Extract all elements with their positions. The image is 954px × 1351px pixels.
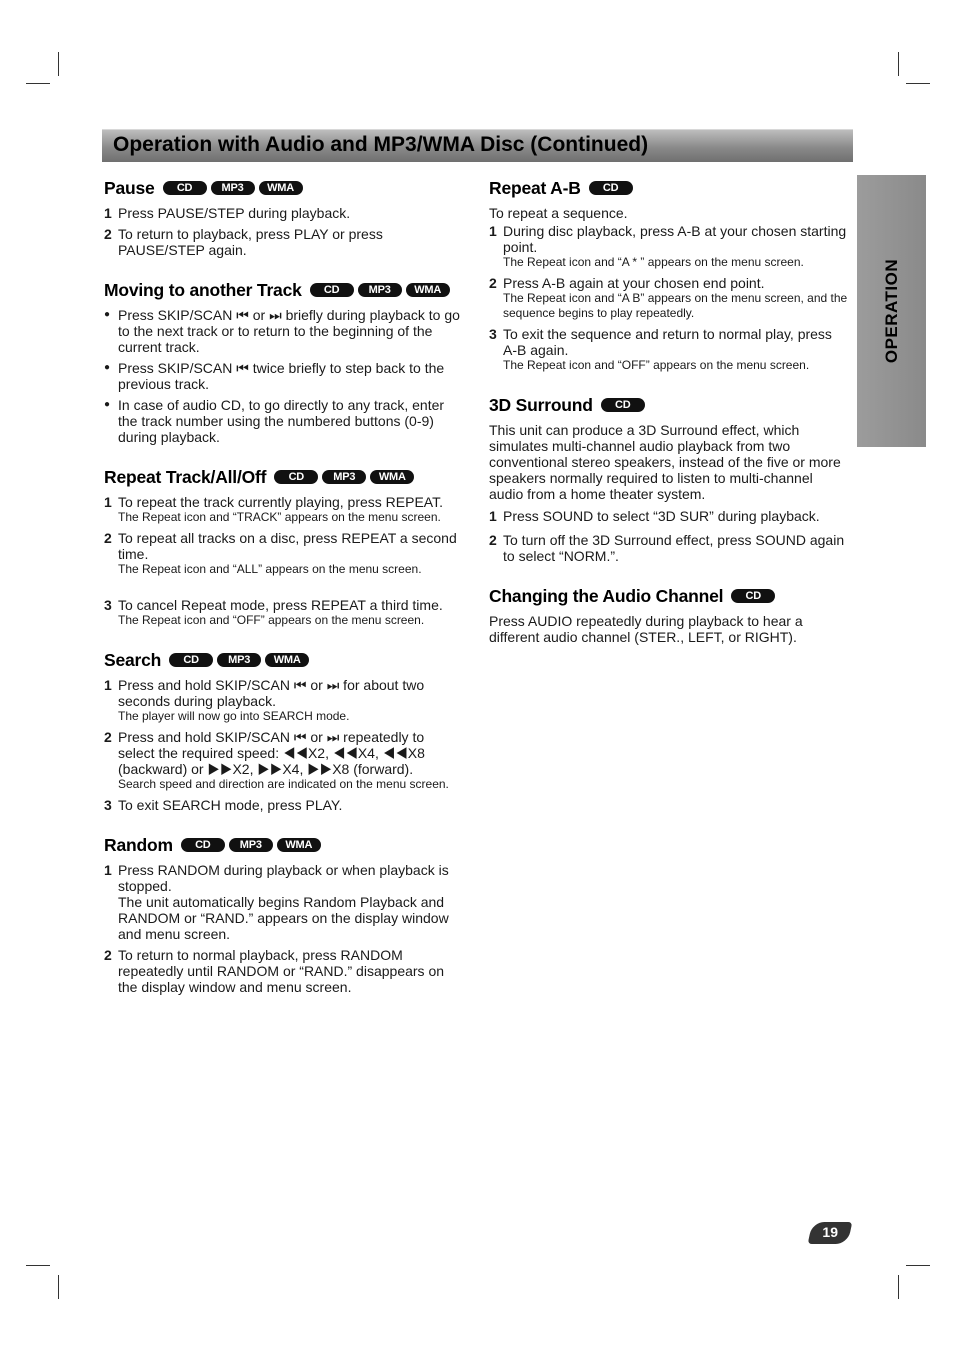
wma-badge: WMA	[277, 838, 321, 852]
moving-track-section	[104, 278, 464, 445]
step-text: To repeat all tracks on a disc, press REPEAT a second time.	[118, 530, 457, 562]
cd-badge: CD	[169, 653, 213, 667]
bullet-icon: ●	[104, 399, 111, 410]
step-text: To exit the sequence and return to normal play, press A-B again.	[503, 326, 832, 358]
heading-text: Random	[104, 834, 173, 855]
crop-mark	[898, 52, 899, 76]
step-note: The player will now go into SEARCH mode.	[118, 709, 350, 723]
step-text: The unit automatically begins Random Playback and RANDOM or “RAND.” appears on the display window and menu screen.	[118, 894, 449, 942]
cd-badge: CD	[601, 398, 645, 412]
random-section	[104, 833, 464, 995]
repeat-ab-section	[489, 176, 849, 373]
crop-mark	[906, 83, 930, 84]
step-note: The Repeat icon and “A B” appears on the menu screen, and the sequence begins to play repeatedly.	[503, 291, 848, 320]
step-number: 1	[104, 494, 112, 510]
cd-badge: CD	[163, 181, 207, 195]
section-heading	[489, 393, 849, 417]
cd-badge: CD	[274, 470, 318, 484]
page-title: Operation with Audio and MP3/WMA Disc (Continued)	[113, 133, 649, 156]
section-heading	[104, 278, 464, 302]
left-column	[104, 176, 464, 1015]
step-note: The Repeat icon and “A * ” appears on the menu screen.	[503, 255, 804, 269]
step	[104, 729, 464, 792]
bullet-item	[104, 307, 464, 355]
heading-text: Repeat A-B	[489, 177, 581, 198]
step-text: Press RANDOM during playback or when playback is stopped.	[118, 862, 449, 894]
bullet-icon: ●	[104, 362, 111, 373]
step-note: The Repeat icon and “ALL” appears on the menu screen.	[118, 562, 422, 576]
right-column	[489, 176, 849, 665]
step-note: The Repeat icon and “OFF” appears on the menu screen.	[118, 613, 425, 627]
intro-text: Press AUDIO repeatedly during playback to hear a different audio channel (STER., LEFT, or RIGHT).	[489, 613, 803, 645]
step-text: Press PAUSE/STEP during playback.	[118, 205, 351, 221]
step	[104, 862, 464, 942]
step	[489, 275, 849, 321]
mp3-badge: MP3	[211, 181, 255, 195]
step-text: To cancel Repeat mode, press REPEAT a third time.	[118, 597, 443, 613]
step-text: To return to normal playback, press RANDOM repeatedly until RANDOM or “RAND.” disappears on the display window and menu screen.	[118, 947, 445, 995]
heading-text: 3D Surround	[489, 394, 593, 415]
page-number: 19	[822, 1224, 838, 1240]
section-tab-label: OPERATION	[881, 258, 901, 364]
bullet-icon: ●	[104, 309, 111, 320]
step-number: 2	[104, 947, 112, 963]
heading-text: Search	[104, 649, 162, 670]
mp3-badge: MP3	[217, 653, 261, 667]
step-number: 3	[104, 797, 112, 813]
intro-text: This unit can produce a 3D Surround effect, which simulates multi-channel audio playback from two conventional stereo speakers, instead of the five or more speakers normally required to listen to multi-channel audio from a home theater system.	[489, 422, 841, 502]
bullet-item	[104, 397, 464, 445]
crop-mark	[58, 1275, 59, 1299]
step-number: 2	[104, 729, 112, 745]
section-heading	[489, 584, 849, 608]
bullet-item	[104, 360, 464, 392]
step	[489, 326, 849, 373]
step-text: During disc playback, press A-B at your chosen starting point.	[503, 223, 847, 255]
section-tab	[857, 175, 926, 447]
section-heading	[104, 833, 464, 857]
section-heading	[104, 465, 464, 489]
step	[104, 947, 464, 995]
step-number: 1	[104, 677, 112, 693]
repeat-section	[104, 465, 464, 628]
title-bar	[102, 129, 853, 162]
mp3-badge: MP3	[229, 838, 273, 852]
mp3-badge: MP3	[322, 470, 366, 484]
bullet-text: In case of audio CD, to go directly to any track, enter the track number using the numbered buttons (0-9) during playback.	[118, 397, 445, 445]
step	[104, 530, 464, 577]
page-number-badge	[808, 1222, 853, 1244]
cd-badge: CD	[589, 181, 633, 195]
section-heading	[104, 176, 464, 200]
step-number: 2	[104, 226, 112, 242]
step-text: Press A-B again at your chosen end point.	[503, 275, 765, 291]
bullet-text: Press SKIP/SCAN ⏮ twice briefly to step back to the previous track.	[118, 360, 445, 392]
wma-badge: WMA	[265, 653, 309, 667]
step-number: 3	[489, 326, 497, 342]
step-number: 2	[489, 275, 497, 291]
audio-channel-section	[489, 584, 849, 645]
cd-badge: CD	[731, 589, 775, 603]
step	[489, 223, 849, 270]
mp3-badge: MP3	[358, 283, 402, 297]
step	[104, 494, 464, 525]
pause-section	[104, 176, 464, 258]
step-text: To exit SEARCH mode, press PLAY.	[118, 797, 343, 813]
intro-text: To repeat a sequence.	[489, 205, 628, 221]
step-text: Press SOUND to select “3D SUR” during playback.	[503, 508, 820, 524]
step	[104, 597, 464, 628]
step-number: 1	[104, 862, 112, 878]
step-text: To repeat the track currently playing, press REPEAT.	[118, 494, 443, 510]
crop-mark	[906, 1265, 930, 1266]
step-number: 2	[489, 532, 497, 548]
step-number: 2	[104, 530, 112, 546]
step	[104, 226, 464, 258]
section-heading	[489, 176, 849, 200]
step	[104, 677, 464, 724]
crop-mark	[26, 83, 50, 84]
heading-text: Repeat Track/All/Off	[104, 466, 267, 487]
crop-mark	[26, 1265, 50, 1266]
heading-text: Pause	[104, 177, 155, 198]
step-number: 1	[489, 508, 497, 524]
step-text: To return to playback, press PLAY or press PAUSE/STEP again.	[118, 226, 383, 258]
cd-badge: CD	[310, 283, 354, 297]
step-text: Press and hold SKIP/SCAN ⏮ or ⏭ repeatedly to select the required speed: ◀◀X2, ◀◀X4, ◀◀X8 (backward) or ▶▶X2, ▶▶X4, ▶▶X8 (forward).	[118, 729, 425, 777]
step-note: Search speed and direction are indicated on the menu screen.	[118, 777, 449, 791]
step	[104, 797, 464, 813]
step-text: Press and hold SKIP/SCAN ⏮ or ⏭ for about two seconds during playback.	[118, 677, 425, 709]
step	[489, 508, 849, 524]
heading-text: Changing the Audio Channel	[489, 585, 724, 606]
step-note: The Repeat icon and “OFF” appears on the menu screen.	[503, 358, 810, 372]
step-note: The Repeat icon and “TRACK” appears on the menu screen.	[118, 510, 441, 524]
wma-badge: WMA	[370, 470, 414, 484]
crop-mark	[898, 1275, 899, 1299]
cd-badge: CD	[181, 838, 225, 852]
wma-badge: WMA	[406, 283, 450, 297]
step-text: To turn off the 3D Surround effect, press SOUND again to select “NORM.”.	[503, 532, 845, 564]
wma-badge: WMA	[259, 181, 303, 195]
step-number: 1	[104, 205, 112, 221]
bullet-text: Press SKIP/SCAN ⏮ or ⏭ briefly during playback to go to the next track or to return to the beginning of the current track.	[118, 307, 460, 355]
step-number: 3	[104, 597, 112, 613]
search-section	[104, 648, 464, 813]
heading-text: Moving to another Track	[104, 279, 302, 300]
3d-surround-section	[489, 393, 849, 564]
step	[489, 532, 849, 564]
crop-mark	[58, 52, 59, 76]
step	[104, 205, 464, 221]
section-heading	[104, 648, 464, 672]
step-number: 1	[489, 223, 497, 239]
